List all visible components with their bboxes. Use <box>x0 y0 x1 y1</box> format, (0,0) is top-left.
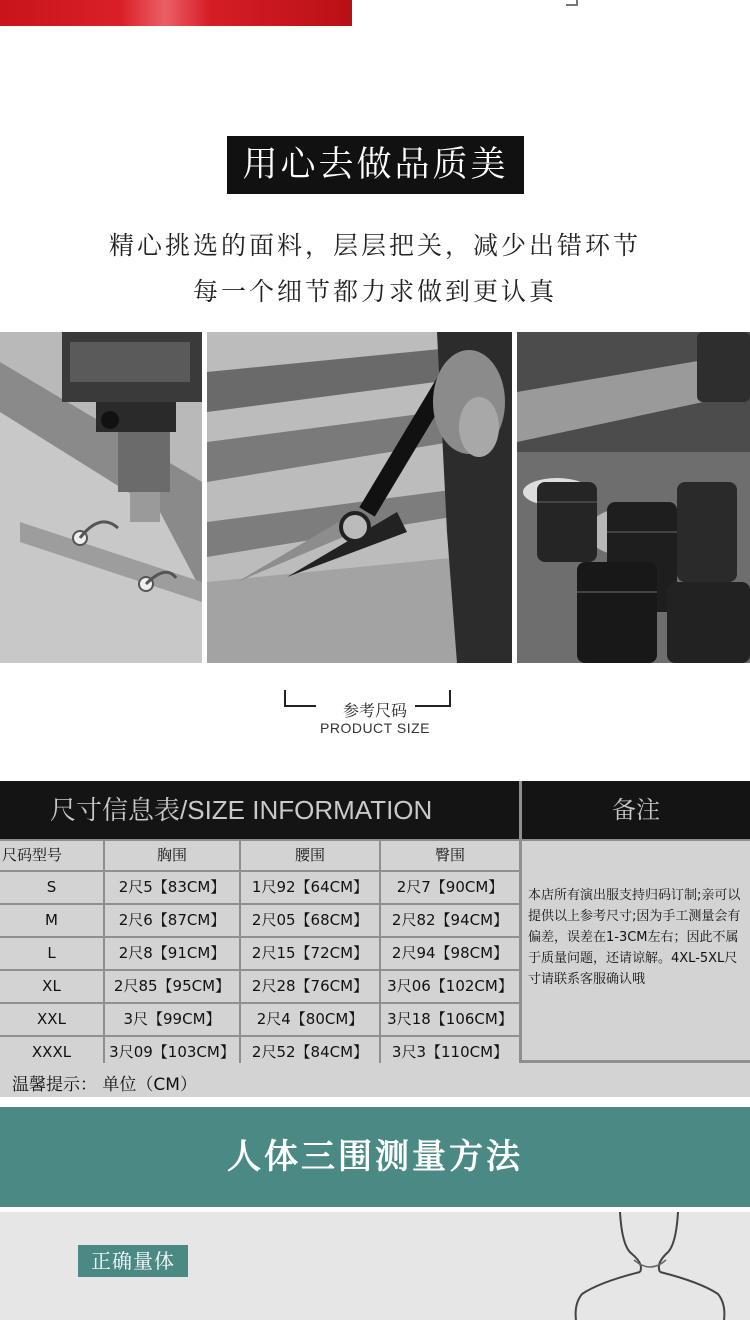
measurement-cell: 2尺5【83CM】 <box>105 872 239 903</box>
measurement-cell: 2尺94【98CM】 <box>381 938 519 969</box>
size-label-cell: XXL <box>0 1004 103 1035</box>
subline-2: 每一个细节都力求做到更认真 <box>192 277 557 306</box>
column-header: 腰围 <box>241 841 379 870</box>
size-label-cell: L <box>0 938 103 969</box>
measurement-cell: 2尺8【91CM】 <box>105 938 239 969</box>
measurement-cell: 3尺09【103CM】 <box>105 1037 239 1068</box>
measure-banner: 人体三围测量方法 <box>0 1107 750 1207</box>
measurement-cell: 2尺52【84CM】 <box>241 1037 379 1068</box>
thread-spools-photo <box>517 332 750 663</box>
bracket-left <box>284 690 286 706</box>
measurement-cell: 2尺6【87CM】 <box>105 905 239 936</box>
measurement-cell: 2尺7【90CM】 <box>381 872 519 903</box>
column-header: 胸围 <box>105 841 239 870</box>
notes-text: 本店所有演出服支持归码订制;亲可以提供以上参考尺寸;因为手工测量会有偏差，误差在1-3CM左右；因此不属于质量问题，还请谅解。4XL-5XL尺寸请联系客服确认哦 <box>522 841 750 1060</box>
size-label-cell: XL <box>0 971 103 1002</box>
measurement-cell: 2尺05【68CM】 <box>241 905 379 936</box>
measure-tag: 正确量体 <box>78 1245 188 1277</box>
measurement-cell: 1尺92【64CM】 <box>241 872 379 903</box>
measurement-cell: 2尺82【94CM】 <box>381 905 519 936</box>
measurement-cell: 2尺4【80CM】 <box>241 1004 379 1035</box>
table-footer <box>0 1063 750 1097</box>
measurement-cell: 3尺【99CM】 <box>105 1004 239 1035</box>
decorative-mark <box>566 0 578 6</box>
measurement-cell: 2尺28【76CM】 <box>241 971 379 1002</box>
column-header: 臀围 <box>381 841 519 870</box>
top-product-photo-strip <box>0 0 352 26</box>
reference-size-label: 参考尺码 <box>342 701 407 720</box>
subline-1: 精心挑选的面料，层层把关，减少出错环节 <box>108 231 641 260</box>
measurement-cell: 2尺15【72CM】 <box>241 938 379 969</box>
measurement-cell: 3尺3【110CM】 <box>381 1037 519 1068</box>
size-label-cell: M <box>0 905 103 936</box>
size-label-cell: S <box>0 872 103 903</box>
column-header: 尺码型号 <box>0 841 103 870</box>
sewing-machine-photo <box>0 332 202 663</box>
scissors-cutting-fabric-photo <box>207 332 512 663</box>
size-label-cell: XXXL <box>0 1037 103 1068</box>
notes-title: 备注 <box>522 781 750 839</box>
body-outline-illustration <box>560 1212 750 1320</box>
size-table-title: 尺寸信息表/SIZE INFORMATION <box>0 781 519 839</box>
size-table <box>0 781 750 1097</box>
measurement-cell: 2尺85【95CM】 <box>105 971 239 1002</box>
measurement-cell: 3尺06【102CM】 <box>381 971 519 1002</box>
unit-hint: 温馨提示： 单位（CM） <box>12 1075 197 1095</box>
measurement-cell: 3尺18【106CM】 <box>381 1004 519 1035</box>
section-title: 用心去做品质美 <box>227 136 524 194</box>
product-size-sublabel: PRODUCT SIZE <box>320 720 430 736</box>
